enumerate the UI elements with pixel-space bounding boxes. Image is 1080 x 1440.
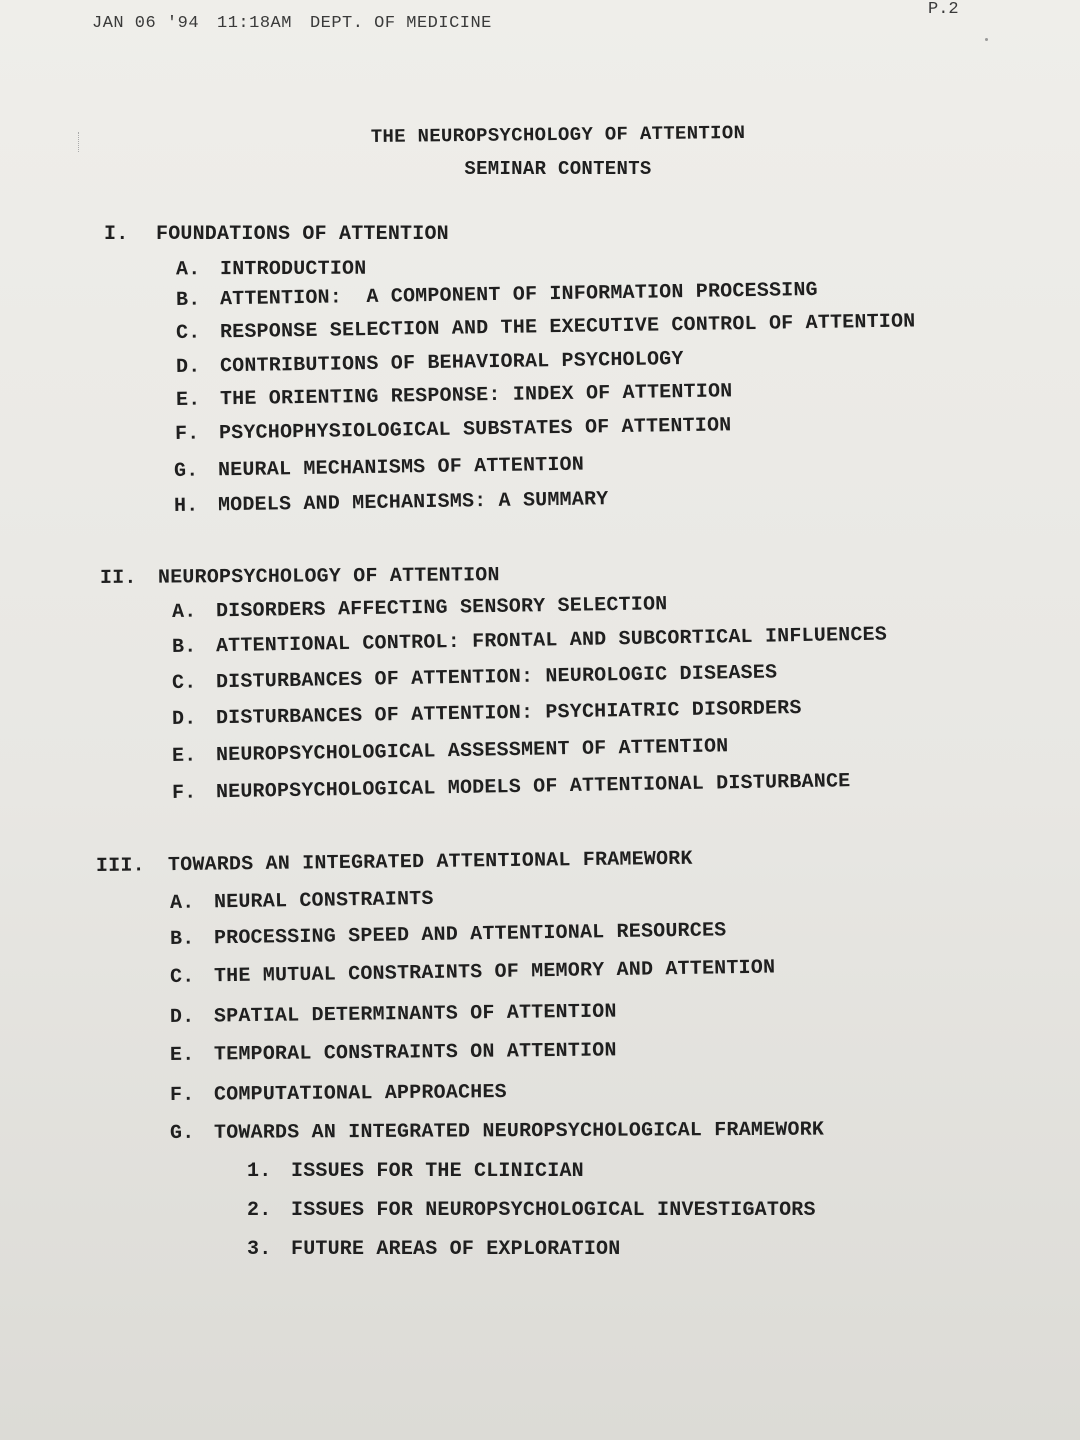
item-letter: G. <box>169 1121 195 1145</box>
item-letter: A. <box>175 258 201 282</box>
item-text: INTRODUCTION <box>219 257 367 282</box>
item-text: NEURAL MECHANISMS OF ATTENTION <box>217 453 585 483</box>
item-letter: E. <box>169 1043 195 1067</box>
subitem-number: 2. <box>247 1199 272 1222</box>
section-numeral: II. <box>99 566 137 590</box>
toc-subitem <box>247 1238 620 1261</box>
item-text: TEMPORAL CONSTRAINTS ON ATTENTION <box>213 1039 617 1067</box>
toc-subitem <box>247 1199 816 1222</box>
fax-date: JAN 06 '94 <box>92 14 200 33</box>
item-text: ATTENTION: A COMPONENT OF INFORMATION PROCESSING <box>219 278 819 312</box>
subitem-text: ISSUES FOR NEUROPSYCHOLOGICAL INVESTIGATORS <box>291 1199 816 1222</box>
item-text: RESPONSE SELECTION AND THE EXECUTIVE CONTROL OF ATTENTION <box>219 310 916 345</box>
toc-item <box>176 258 367 282</box>
document-title: THE NEUROPSYCHOLOGY OF ATTENTION <box>370 122 746 148</box>
section-numeral: I. <box>104 223 129 246</box>
item-letter: B. <box>171 635 197 659</box>
item-text: PSYCHOPHYSIOLOGICAL SUBSTATES OF ATTENTION <box>218 414 732 446</box>
toc-item <box>170 919 727 951</box>
item-letter: F. <box>174 422 200 446</box>
item-letter: F. <box>171 781 197 805</box>
item-text: DISTURBANCES OF ATTENTION: NEUROLOGIC DISEASES <box>215 661 778 695</box>
subitem-number: 1. <box>247 1160 272 1183</box>
item-letter: E. <box>171 744 197 768</box>
item-letter: A. <box>169 891 195 915</box>
item-text: CONTRIBUTIONS OF BEHAVIORAL PSYCHOLOGY <box>219 348 684 379</box>
toc-item <box>176 348 684 379</box>
toc-item <box>170 956 776 989</box>
item-letter: E. <box>175 388 201 412</box>
toc-item <box>172 697 802 731</box>
toc-item <box>176 279 818 312</box>
item-letter: B. <box>169 927 195 951</box>
item-text: THE MUTUAL CONSTRAINTS OF MEMORY AND ATTENTION <box>213 956 776 989</box>
item-text: PROCESSING SPEED AND ATTENTIONAL RESOURCES <box>213 919 727 951</box>
section-title: TOWARDS AN INTEGRATED ATTENTIONAL FRAMEWORK <box>167 847 693 878</box>
item-text: DISTURBANCES OF ATTENTION: PSYCHIATRIC DISORDERS <box>215 697 802 731</box>
toc-item <box>170 888 434 915</box>
toc-item <box>172 770 851 805</box>
toc-item <box>174 488 609 518</box>
item-letter: C. <box>169 965 195 989</box>
section-heading <box>100 564 500 590</box>
section-title: NEUROPSYCHOLOGY OF ATTENTION <box>157 564 500 590</box>
subitem-number: 3. <box>247 1238 272 1261</box>
item-text: DISORDERS AFFECTING SENSORY SELECTION <box>215 593 668 624</box>
fax-department: DEPT. OF MEDICINE <box>309 14 492 33</box>
item-letter: A. <box>171 600 197 624</box>
subitem-text: ISSUES FOR THE CLINICIAN <box>291 1160 584 1183</box>
toc-item <box>170 1119 824 1145</box>
toc-item <box>170 1001 617 1029</box>
section-heading <box>104 223 449 246</box>
item-letter: D. <box>171 707 197 731</box>
fax-page-number: P.2 <box>928 0 959 19</box>
item-letter: C. <box>175 321 201 345</box>
item-text: THE ORIENTING RESPONSE: INDEX OF ATTENTION <box>219 380 733 412</box>
section-title: FOUNDATIONS OF ATTENTION <box>156 223 449 246</box>
toc-item <box>172 593 668 624</box>
subitem-text: FUTURE AREAS OF EXPLORATION <box>291 1238 621 1261</box>
item-text: NEURAL CONSTRAINTS <box>213 887 434 915</box>
section-numeral: III. <box>95 854 145 878</box>
toc-item <box>176 380 733 412</box>
toc-item <box>172 661 778 695</box>
item-letter: D. <box>169 1005 195 1029</box>
item-letter: G. <box>173 459 199 483</box>
fax-time: 11:18AM <box>217 14 292 33</box>
item-letter: C. <box>171 671 197 695</box>
item-text: SPATIAL DETERMINANTS OF ATTENTION <box>213 1000 617 1029</box>
toc-item <box>170 1081 507 1107</box>
item-letter: F. <box>169 1083 195 1107</box>
item-text: ATTENTIONAL CONTROL: FRONTAL AND SUBCORTICAL INFLUENCES <box>215 623 888 659</box>
item-text: TOWARDS AN INTEGRATED NEUROPSYCHOLOGICAL FRAMEWORK <box>213 1118 825 1145</box>
toc-item <box>176 310 916 345</box>
section-heading <box>96 848 693 878</box>
item-text: NEUROPSYCHOLOGICAL ASSESSMENT OF ATTENTION <box>215 735 729 768</box>
item-text: NEUROPSYCHOLOGICAL MODELS OF ATTENTIONAL DISTURBANCE <box>215 770 851 805</box>
item-letter: H. <box>173 494 199 518</box>
item-text: MODELS AND MECHANISMS: A SUMMARY <box>217 488 609 518</box>
toc-subitem <box>247 1160 584 1183</box>
document-subtitle: SEMINAR CONTENTS <box>464 158 652 180</box>
item-letter: D. <box>175 355 201 379</box>
toc-item <box>172 735 729 768</box>
item-letter: B. <box>175 288 201 312</box>
toc-item <box>175 414 732 446</box>
toc-item <box>170 1039 617 1067</box>
item-text: COMPUTATIONAL APPROACHES <box>213 1081 507 1107</box>
toc-item <box>172 624 887 659</box>
toc-item <box>174 454 584 483</box>
